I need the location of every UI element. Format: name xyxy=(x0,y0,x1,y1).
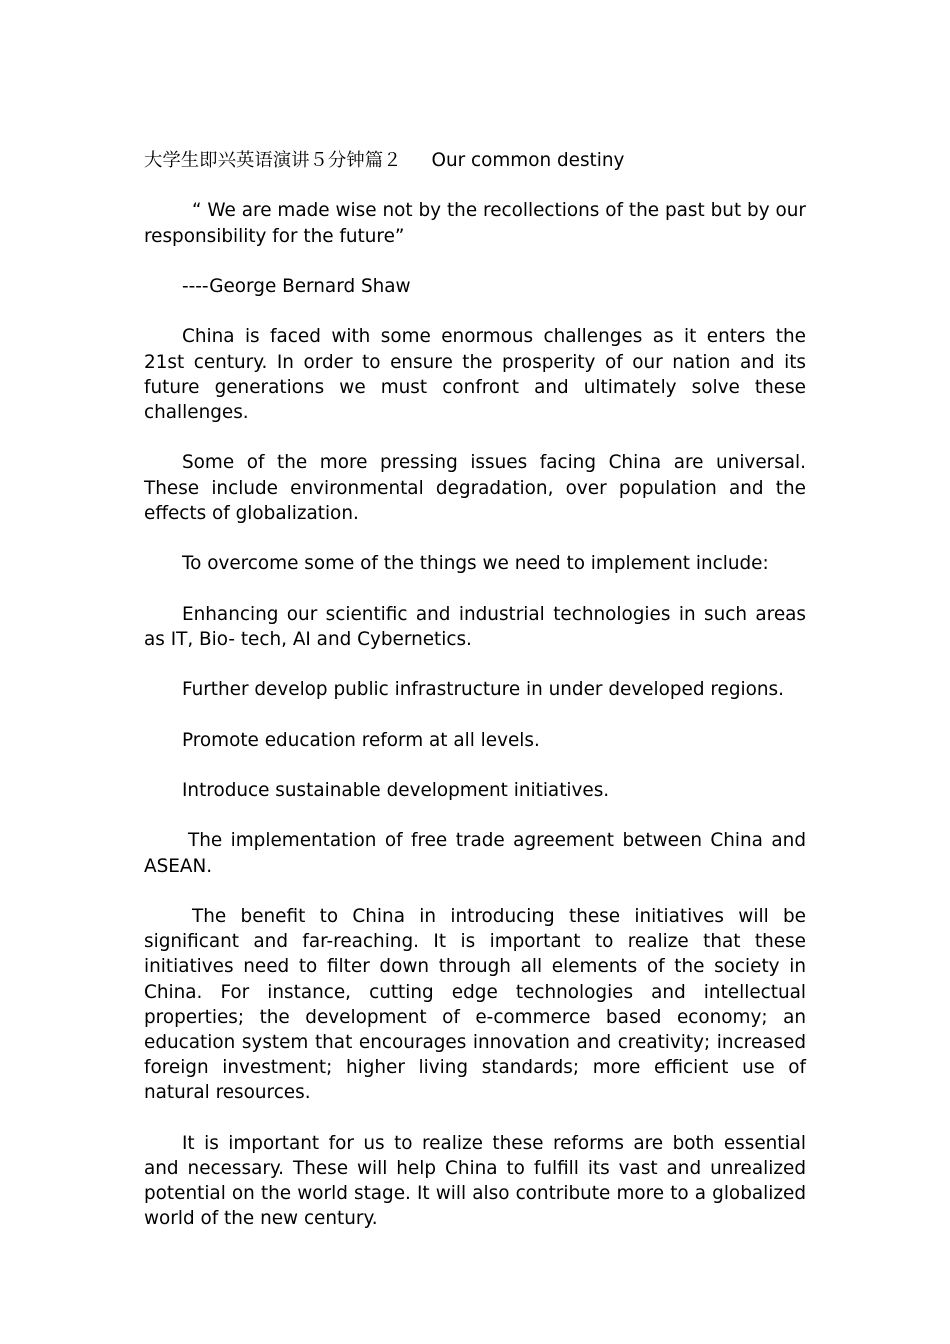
heading-english-title: Our common destiny xyxy=(431,150,625,171)
list-item-free-trade: The implementation of free trade agreement between China and ASEAN. xyxy=(144,830,806,877)
opening-quote: “ We are made wise not by the recollections of the past but by our responsibility for the future” xyxy=(144,200,806,247)
quote-attribution: ----George Bernard Shaw xyxy=(182,275,411,297)
list-item-infrastructure: Further develop public infrastructure in under developed regions. xyxy=(182,679,784,701)
document-heading xyxy=(144,148,806,173)
list-item-technologies: Enhancing our scientific and industrial technologies in such areas as IT, Bio- tech, AI and Cybernetics. xyxy=(144,603,806,650)
list-item-sustainable-development: Introduce sustainable development initiatives. xyxy=(182,779,610,801)
paragraph-issues: Some of the more pressing issues facing China are universal. These include environmental degradation, over population and the effects of globalization. xyxy=(144,452,806,524)
paragraph-challenges: China is faced with some enormous challenges as it enters the 21st century. In order to ensure the prosperity of our nation and its future generations we must confront and ultimately solve these challenges. xyxy=(144,326,806,423)
heading-chinese-title: 大学生即兴英语演讲５分钟篇２ xyxy=(144,150,402,171)
document-body xyxy=(144,148,806,1257)
paragraph-conclusion: It is important for us to realize these reforms are both essential and necessary. These will help China to fulfill its vast and unrealized potential on the world stage. It will also contribute more to a globalized world of the new century. xyxy=(144,1132,806,1230)
list-item-education-reform: Promote education reform at all levels. xyxy=(182,729,540,751)
paragraph-overcome-intro: To overcome some of the things we need to implement include: xyxy=(182,553,769,575)
paragraph-benefits: The benefit to China in introducing these initiatives will be significant and far-reaching. It is important to realize that these initiatives need to filter down through all elements of the society in China. For instance, cutting edge technologies and intellectual properties; the development of e-commerce based economy; an education system that encourages innovation and creativity; increased foreign investment; higher living standards; more efficient use of natural resources. xyxy=(144,905,806,1104)
